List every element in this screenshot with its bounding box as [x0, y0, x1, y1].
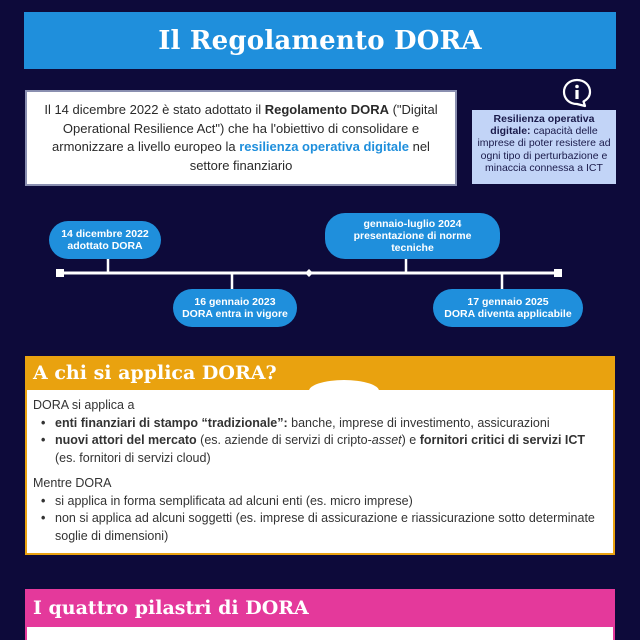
section-applicability-title: A chi si applica DORA?: [33, 362, 277, 384]
definition-term: Resilienza operativa digitale:: [490, 113, 595, 138]
list-item: [33, 415, 607, 433]
section-applicability: [25, 356, 615, 555]
timeline-event-1: [49, 221, 161, 259]
intro-bold: Regolamento DORA: [264, 102, 389, 117]
event-4-desc: DORA diventa applicabile: [444, 308, 572, 320]
intro-text: [37, 101, 445, 175]
event-3-date: gennaio-luglio 2024: [363, 218, 462, 230]
intro-text-1: Il 14 dicembre 2022 è stato adottato il: [44, 102, 265, 117]
event-4-date: 17 gennaio 2025: [467, 296, 549, 308]
list-item: [33, 432, 607, 467]
list-item-text: (es. aziende di servizi di cripto-: [196, 433, 372, 447]
event-1-date: 14 dicembre 2022: [61, 228, 149, 240]
intro-text-2: ("Digital Operational Resilience Act") che ha l'obiettivo di consolidare e armonizzare a livello europeo la: [52, 102, 438, 154]
decorative-cloud: [309, 380, 379, 402]
applies-list: [33, 415, 607, 468]
section-pillars: [25, 589, 615, 640]
list-item: • non si applica ad alcuni soggetti (es. imprese di assicurazione e riassicurazione sotto determinate soglie di dimensioni): [33, 510, 607, 545]
intro-box: [25, 90, 457, 186]
page-title: Il Regolamento DORA: [158, 25, 482, 56]
section-pillars-body: [25, 627, 615, 640]
list-item-text: (es. fornitori di servizi cloud): [55, 450, 211, 465]
intro-text-3: nel settore finanziario: [189, 139, 430, 173]
exceptions-list: [33, 493, 607, 546]
list-item: • si applica in forma semplificata ad alcuni enti (es. micro imprese): [33, 493, 607, 511]
list-item-text: ) e: [401, 433, 420, 447]
intro-highlight: resilienza operativa digitale: [239, 139, 409, 154]
list-item-italic: asset: [371, 433, 402, 447]
event-2-desc: DORA entra in vigore: [182, 308, 288, 320]
list-item-bold: nuovi attori del mercato: [55, 433, 197, 447]
event-1-desc: adottato DORA: [67, 240, 143, 252]
definition-text: capacità delle imprese di poter resistere ad ogni tipo di perturbazione e minaccia connessa a ICT: [477, 125, 611, 174]
title-banner: [24, 12, 616, 69]
timeline-mid-marker: [305, 269, 313, 277]
timeline-start-cap: [56, 269, 64, 277]
timeline-event-4: [433, 289, 583, 327]
applies-intro: DORA si applica a: [33, 398, 135, 412]
definition-box: [472, 110, 616, 184]
section-pillars-title: I quattro pilastri di DORA: [33, 597, 309, 619]
section-applicability-body: [25, 390, 615, 555]
timeline-event-3: [325, 213, 500, 259]
list-item-text: banche, imprese di investimento, assicurazioni: [287, 415, 550, 430]
list-item-bold: fornitori critici di servizi ICT: [419, 433, 586, 447]
event-3-desc-2: tecniche: [391, 242, 434, 254]
info-icon: [562, 78, 592, 108]
exceptions-intro: Mentre DORA: [33, 476, 112, 490]
section-pillars-header: [25, 589, 615, 627]
timeline-end-cap: [554, 269, 562, 277]
timeline-event-2: [173, 289, 297, 327]
event-2-date: 16 gennaio 2023: [194, 296, 276, 308]
list-item-bold: enti finanziari di stampo “tradizionale”:: [55, 415, 288, 430]
event-3-desc: presentazione di norme: [353, 230, 472, 242]
